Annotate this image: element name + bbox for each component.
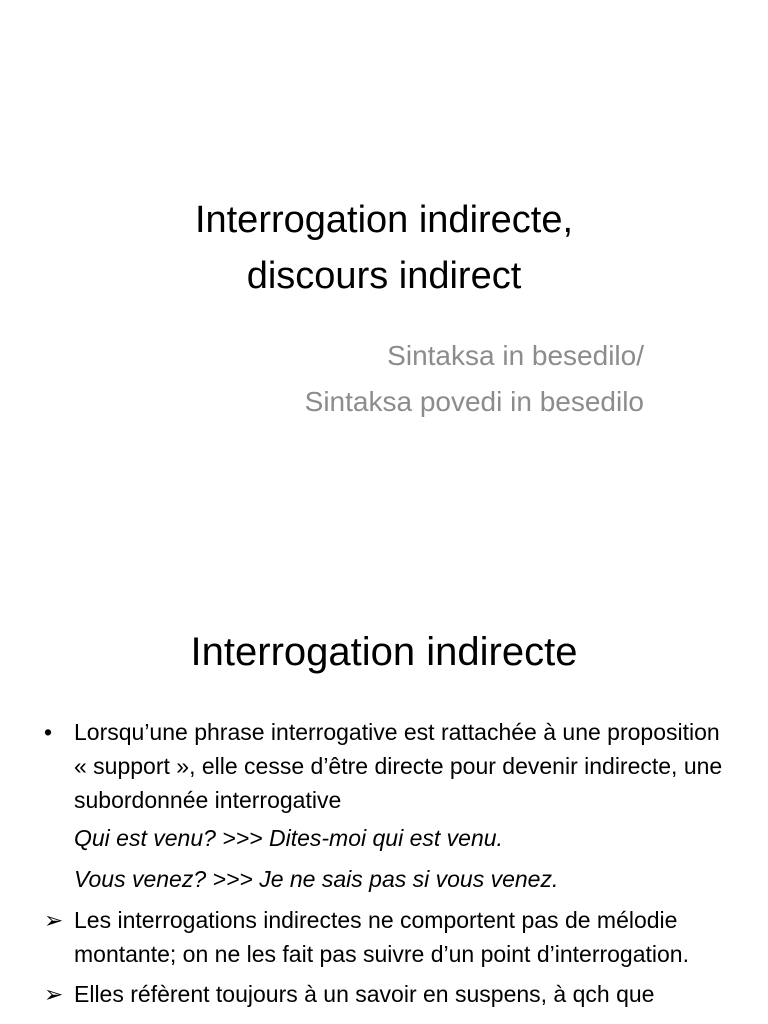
content-slide-title: Interrogation indirecte [190,630,578,674]
list-item [44,715,724,817]
title-line-2: discours indirect [246,255,522,297]
example-line: Qui est venu? >>> Dites-moi qui est venu. [74,825,503,851]
arrow-bullet-icon: ➢ [44,981,64,1007]
bullet-icon: • [44,719,53,745]
list-item-text: Lorsqu’une phrase interrogative est rattachée à une proposition « support », elle cesse d’être directe pour devenir indirecte, une subordonnée interrogative [74,719,723,813]
example-line: Vous venez? >>> Je ne sais pas si vous venez. [74,866,559,892]
slide-title [0,192,768,304]
list-item-text: Les interrogations indirectes ne comportent pas de mélodie montante; on ne les fait pas suivre d’un point d’interrogation. [74,907,689,967]
title-line-1: Interrogation indirecte, [194,199,574,241]
slide-subtitle [305,333,644,425]
list-item [44,977,724,1011]
arrow-bullet-icon: ➢ [44,907,64,933]
content-slide [0,576,768,1024]
content-body [44,715,724,1015]
list-item [44,903,724,971]
subtitle-line-2: Sintaksa povedi in besedilo [304,386,644,417]
subtitle-line-1: Sintaksa in besedilo/ [387,340,644,371]
list-item-text: Elles réfèrent toujours à un savoir en suspens, à qch que [74,981,655,1007]
